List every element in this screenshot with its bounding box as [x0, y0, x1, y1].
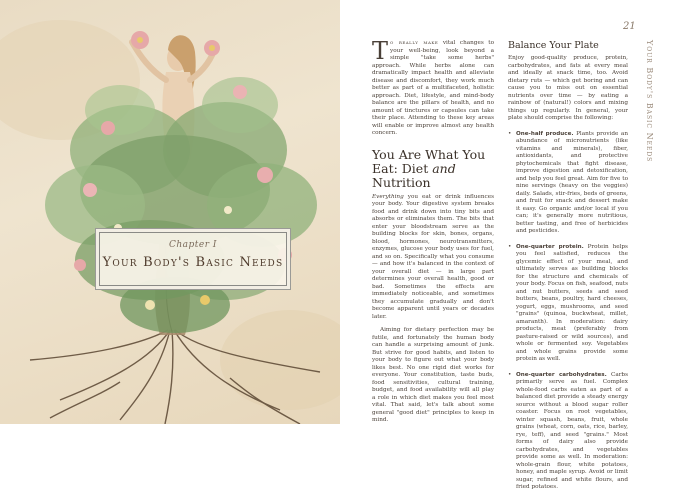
list-item-protein: • One-quarter protein. Protein helps you feel satisfied, reduces the glycemic effect of your meal, and ultimately serves as building blocks for the structure and chemicals of your body. Focus on fish, seafood, nuts and nut butters, seeds and seed butters, beans, poultry, hard cheeses, yogurt, eggs, mushrooms, and seed "grains" (quinoa, buckwheat, millet, amaranth). In moderation: dairy products, meat (preferably from pasture-raised or wild sources), and whole or fermented soy. Vegetables and whole grains provide some protein as well. — [508, 243, 628, 362]
diet-paragraph-2: Aiming for dietary perfection may be futile, and fortunately the human body can handle a surprising amount of junk. But strive for good habits, and listen to your body to figure out what your body likes best. No one rigid diet works for everyone. Your constitution, taste buds, food sensitivities, cultural training, budget, and food availability will all play a role in which diet makes you feel most vital. That said, let's talk about some general "good diet" principles to keep in mind. — [372, 327, 494, 423]
section-heading-plate: Balance Your Plate — [508, 40, 599, 51]
intro-text: vital changes to your well-being, look beyond a simple "take some herbs" approach. While herbs alone can dramatically impact health and alleviate disease and discomfort, they work much better as part of a multifaceted, holistic approach. Diet, lifestyle, and mind-body balance are the pillars of health, and no amount of tinctures or capsules can take their place. Attending to these key areas will enable or improve almost any health concern. — [372, 40, 494, 136]
tree-woman-illustration — [0, 0, 340, 424]
section-heading-diet: You Are What You Eat: Diet and Nutrition — [372, 146, 486, 190]
bullet-icon: • — [508, 130, 512, 137]
chapter-banner — [99, 232, 287, 286]
chapter-label: Chapter I — [169, 240, 217, 250]
running-head: Your Body's Basic Needs — [645, 40, 654, 163]
illustration-page — [0, 0, 340, 424]
plate-intro-paragraph: Enjoy good-quality produce, protein, carbohydrates, and fats at every meal and ideally at snack time, too. Avoid dietary ruts — which get boring and can cause you to miss out on essential nutrients over time — by eating a rainbow of (natural!) colors and mixing things up regularly. In general, your plate should comprise the following: — [508, 55, 628, 121]
bullet-icon: • — [508, 371, 512, 378]
chapter-title: Your Body's Basic Needs — [102, 255, 284, 270]
list-item-produce: • One-half produce. Plants provide an abundance of micronutrients (like vitamins and minerals), fiber, antioxidants, and protective phytochemicals that fight disease, improve digestion and detoxification, and help you feel great. Aim for five to nine servings (heavy on the veggies) daily. Salads, stir-fries, beds of greens, and fruit for snack and dessert make it easy. Go organic and/or local if you can; it's generally more nutritious, better tasting, and free of herbicides and pesticides. — [508, 130, 628, 234]
page-number: 21 — [623, 21, 636, 32]
drop-cap: T — [372, 37, 389, 65]
list-item-carbohydrates: • One-quarter carbohydrates. Carbs primarily serve as fuel. Complex whole-food carbs eaten as part of a balanced diet provide a steady energy source without a blood sugar roller coaster. Focus on root vegetables, winter squash, beans, fruit, whole grains (wheat, corn, oats, rice, barley, rye, teff), and seed "grains." Most forms of dairy also provide carbohydrates, and vegetables provide some as well. In moderation: whole-grain flour, white potatoes, honey, and maple syrup. Avoid or limit sugar, refined and white flours, and fried potatoes. — [508, 371, 628, 490]
diet-paragraph-1: Everything you eat or drink influences your body. Your digestive system breaks food and drink down into tiny bits and absorbs or eliminates them. The bits that enter your bloodstream serve as the building blocks for skin, bones, organs, blood, hormones, neurotransmitters, enzymes, glucose your body uses for fuel, and so on. Specifically what you consume — and how it's balanced in the context of your overall diet — in large part determines your overall health, good or bad. Sometimes the effects are immediately noticeable, and sometimes they accumulate gradually and don't become apparent until years or decades later. — [372, 193, 494, 320]
running-head-container — [642, 40, 656, 163]
intro-lead-in: o really make — [390, 40, 439, 46]
intro-paragraph — [372, 37, 494, 138]
text-column-left — [372, 37, 494, 425]
bullet-icon: • — [508, 243, 512, 250]
